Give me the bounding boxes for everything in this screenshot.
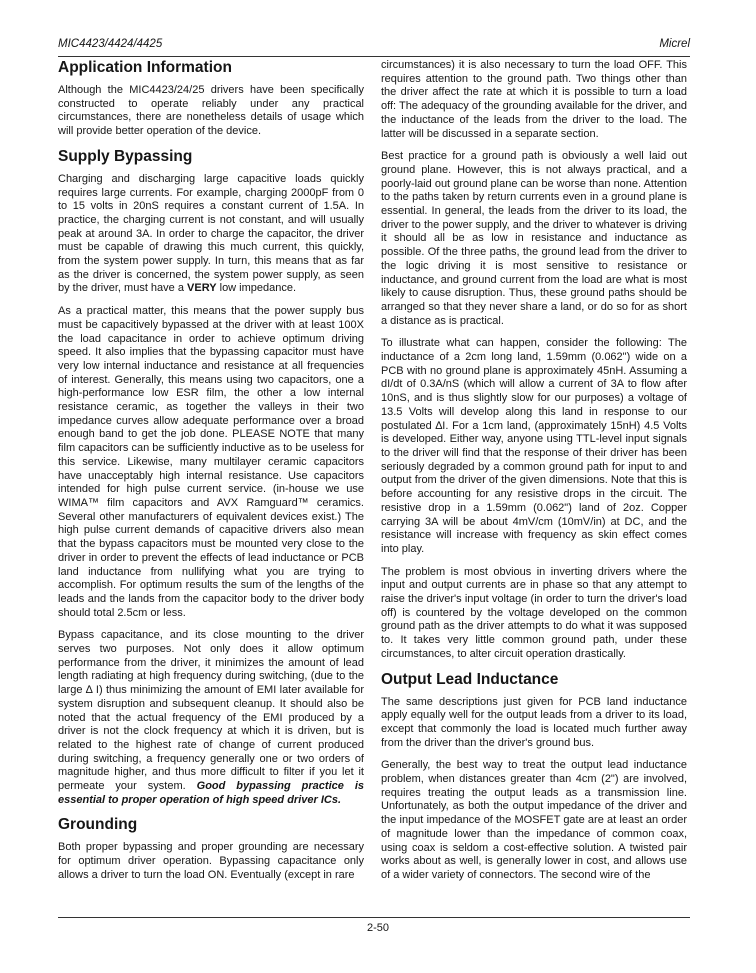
paragraph-output-2: Generally, the best way to treat the output lead inductance problem, when distances greater than 4cm (2") are involved, requires treating the output leads as a transmission line. Unfortunately, as both the output impedance of the driver and the input impedance of the MOSFET gate are at least an order of magnitude lower than the impedance of common coax, using coax is seldom a cost-effective solution. A twisted pair works about as well, is generally lower in cost, and allows use of a wider variety of connectors. The second wire of the	[381, 759, 687, 881]
paragraph-supply-3	[58, 629, 364, 807]
paragraph-grounding-5: The problem is most obvious in inverting drivers where the input and output currents are in phase so that any attempt to raise the driver's input voltage (in order to turn the driver's load off) is countered by the voltage developed on the common ground path as the driver attempts to do what it was supposed to. It takes very little common ground path, under these circumstances, to alter circuit operation drastically.	[381, 565, 687, 660]
paragraph-grounding-3: Best practice for a ground path is obviously a well laid out ground plane. However, this is not always practical, and a poorly-laid out ground plane can be worse than none. Attention to the paths taken by return currents even in a ground plane is essential. In general, the leads from the driver to its load, the driver to the power supply, and the driver to whatever is driving it should all be as low in resistance and inductance as possible. Of the three paths, the ground lead from the driver to the logic driving it is most sensitive to resistance or inductance, and ground current from the load are what is most likely to cause disruption. Thus, these ground paths should be arranged so that they never share a land, or do so for as short a distance as is practical.	[381, 150, 687, 327]
supply-1-emphasis: VERY	[187, 282, 217, 295]
supply-3-text-a: Bypass capacitance, and its close mounting to the driver serves two purposes. Not only does it allow optimum performance from the driver, it minimizes the amount of lead length radiating at high frequency during switching, (due to the large ∆ I) thus minimizing the amount of EMI later available for system disruption and subsequent cleanup. It should also be noted that the actual frequency of the EMI produced by a driver is not the clock frequency at which it is driven, but is related to the highest rate of change of current produced during switching, a frequency generally one or two orders of magnitude higher, and thus more difficult to filter if you let it permeate your system.	[58, 629, 364, 793]
footer-rule	[58, 917, 690, 918]
heading-application-information: Application Information	[58, 59, 232, 76]
supply-1-text-c: low impedance.	[216, 282, 297, 295]
paragraph-supply-2: As a practical matter, this means that the power supply bus must be capacitively bypassed at the driver with at least 100X the load capacitance in order to achieve optimum driving speed. It also implies that the bypassing capacitor must have very low internal inductance and resistance at all frequencies of interest. Generally, this means using two capacitors, one a high-performance low ESR film, the other a low internal resistance ceramic, as together the valleys in their two impedance curves allow adequate performance over a broad enough band to get the job done. PLEASE NOTE that many film capacitors can be sufficiently inductive as to be useless for this service. Likewise, many multilayer ceramic capacitors have unacceptably high internal resistance. Use capacitors intended for high pulse current service. (in-house we use WIMA™ film capacitors and AVX Ramguard™ ceramics. Several other manufacturers of equivalent devices exist.) The high pulse current demands of capacitive drivers also mean that the bypass capacitors must be mounted very close to the driver in order to prevent the effects of lead inductance or PCB land inductance from nullifying what you are trying to accomplish. For optimum results the sum of the lengths of the leads and the lands from the capacitor body to the driver body should total 2.5cm or less.	[58, 305, 364, 619]
paragraph-grounding-4: To illustrate what can happen, consider the following: The inductance of a 2cm long land, 1.59mm (0.062") wide on a PCB with no ground plane is approximately 45nH. Assuming a dI/dt of 0.3A/nS (which will allow a current of 3A to flow after 10nS, and is thus slightly slow for our purposes) a voltage of 13.5 Volts will develop along this land in response to our postulated ∆I. For a 1cm land, (approximately 15nH) 4.5 Volts is developed. Either way, anyone using TTL-level input signals to the driver will find that the response of their driver has been seriously degraded by a common ground path for input to and output from the driver of the given dimensions. Note that this is before accounting for any resistive drops in the circuit. The resistive drop in a 1.59mm (0.062") land of 2oz. Copper carrying 3A will be about 4mV/cm (10mV/in) at DC, and the resistance will increase with frequency as skin effect comes into play.	[381, 337, 687, 555]
supply-3-emphasis: Good bypassing practice is essential to proper operation of high speed driver ICs.	[58, 780, 364, 806]
header-company: Micrel	[659, 38, 690, 50]
heading-output-lead-inductance: Output Lead Inductance	[381, 670, 559, 688]
paragraph-grounding-1: Both proper bypassing and proper grounding are necessary for optimum driver operation. Bypassing capacitance only allows a driver to turn the load ON. Eventually (except in rare	[58, 841, 364, 881]
paragraph-output-1: The same descriptions just given for PCB land inductance apply equally well for the output leads from a driver to its load, except that commonly the load is located much further away from the driver than the driver's ground bus.	[381, 695, 687, 749]
header-part-number: MIC4423/4424/4425	[58, 38, 163, 50]
right-column	[381, 59, 687, 892]
paragraph-application-info: Although the MIC4423/24/25 drivers have been specifically constructed to operate reliably under any practical circumstances, there are nonetheless details of usage which will provide better operation of the device.	[58, 84, 364, 138]
paragraph-grounding-2: circumstances) it is also necessary to turn the load OFF. This requires attention to the ground path. Two things other than the driver affect the rate at which it is possible to turn a load off: The adequacy of the grounding available for the driver, and the inductance of the leads from the driver to the load. The latter will be discussed in a separate section.	[381, 59, 687, 140]
paragraph-supply-1	[58, 173, 364, 296]
supply-1-text-a: Charging and discharging large capacitive loads quickly requires large currents. For example, charging 2000pF from 0 to 15 volts in 20nS requires a constant current of 1.5A. In practice, the charging current is not constant, and will usually peak at around 3A. In order to charge the capacitor, the driver must be capable of drawing this much current, this quickly, from the system power supply. In turn, this means that as far as the driver is concerned, the system power supply, as seen by the driver, must have a	[58, 172, 364, 295]
header-rule	[58, 56, 690, 57]
left-column	[58, 59, 364, 892]
heading-grounding: Grounding	[58, 816, 138, 834]
page-number: 2-50	[366, 922, 390, 934]
heading-supply-bypassing: Supply Bypassing	[58, 147, 193, 165]
